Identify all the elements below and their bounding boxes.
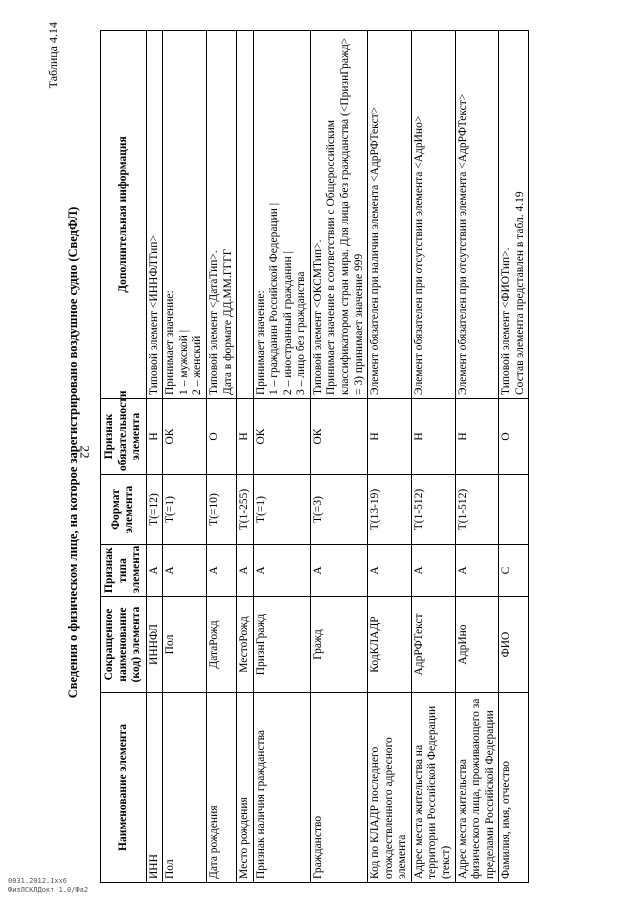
info-line: Элемент обязателен при отсутствии элемента <АдрИно>	[412, 115, 425, 395]
cell-info	[146, 31, 163, 399]
cell-format: Т(1-512)	[455, 475, 499, 545]
header-required: Признак обязательности элемента	[101, 399, 147, 475]
header-code: Сокращенное наименование (код) элемента	[101, 597, 147, 693]
cell-code: АдрРФТекст	[411, 597, 455, 693]
header-info: Дополнительная информация	[101, 31, 147, 399]
cell-format: Т(=1)	[163, 475, 207, 545]
table-row	[253, 31, 310, 883]
table-body	[146, 31, 529, 883]
cell-code: КодКЛАДР	[368, 597, 412, 693]
header-format: Формат элемента	[101, 475, 147, 545]
cell-format	[499, 475, 529, 545]
table-title: Сведения о физическом лице, на которое зарегистрировано воздушное судно (СведФЛ)	[66, 206, 80, 699]
info-line: Типовой элемент <ИННФЛТип>	[147, 235, 160, 395]
cell-name: Место рождения	[237, 693, 254, 883]
footer-line: ФизЛСКЛДокт 1.0/Фа2	[8, 885, 89, 894]
cell-code: ИННФЛ	[146, 597, 163, 693]
cell-required: Н	[368, 399, 412, 475]
table-header-row	[101, 31, 147, 883]
info-line: 1 – гражданин Российской Федерации |	[268, 202, 281, 395]
cell-name: ИНН	[146, 693, 163, 883]
info-line: Элемент обязателен при наличии элемента <АдрРФТекст>	[369, 106, 382, 395]
cell-code: Гражд	[310, 597, 367, 693]
page-number: 22	[77, 445, 93, 459]
info-line: Принимает значение:	[254, 290, 267, 395]
table-row	[163, 31, 207, 883]
cell-format: Т(13-19)	[368, 475, 412, 545]
cell-type: А	[368, 545, 412, 597]
cell-name: Признак наличия гражданства	[253, 693, 310, 883]
table-label: Таблица 4.14	[46, 22, 60, 89]
table-row	[146, 31, 163, 883]
cell-info	[237, 31, 254, 399]
cell-info	[455, 31, 499, 399]
cell-type: А	[163, 545, 207, 597]
cell-code: ПризнГражд	[253, 597, 310, 693]
cell-code: ДатаРожд	[206, 597, 236, 693]
cell-type: А	[411, 545, 455, 597]
cell-info	[163, 31, 207, 399]
cell-name: Адрес места жительства на территории Российской Федерации (текст)	[411, 693, 455, 883]
cell-required: Н	[455, 399, 499, 475]
cell-info	[206, 31, 236, 399]
cell-type: А	[455, 545, 499, 597]
cell-required: О	[499, 399, 529, 475]
info-line: Состав элемента представлен в табл. 4.19	[513, 191, 526, 395]
cell-type: А	[237, 545, 254, 597]
info-line: Принимает значение в соответствии с Общероссийским классификатором стран мира. Для лица без гражданства (<ПризнГражд> = 3) принимает значение 999	[325, 37, 365, 395]
cell-required: Н	[237, 399, 254, 475]
cell-format: Т(=12)	[146, 475, 163, 545]
table-row	[411, 31, 455, 883]
cell-type: С	[499, 545, 529, 597]
table-row	[455, 31, 499, 883]
info-line: Принимает значение:	[164, 290, 177, 395]
cell-format: Т(=1)	[253, 475, 310, 545]
cell-code: ФИО	[499, 597, 529, 693]
cell-code: МестоРожд	[237, 597, 254, 693]
info-line: 2 – иностранный гражданин |	[281, 251, 294, 395]
cell-info	[368, 31, 412, 399]
table-row	[499, 31, 529, 883]
cell-name: Адрес места жительства физического лица, проживающего за пределами Российской Федерации	[455, 693, 499, 883]
cell-name: Код по КЛАДР последнего отождествленного адресного элемента	[368, 693, 412, 883]
info-line: 1 – мужской |	[177, 329, 190, 395]
table-row	[237, 31, 254, 883]
table-row	[206, 31, 236, 883]
cell-type: А	[310, 545, 367, 597]
cell-name: Гражданство	[310, 693, 367, 883]
table-row	[310, 31, 367, 883]
cell-required: Н	[411, 399, 455, 475]
cell-code: АдрИно	[455, 597, 499, 693]
cell-required: ОК	[253, 399, 310, 475]
cell-format: Т(1-512)	[411, 475, 455, 545]
cell-format: Т(=3)	[310, 475, 367, 545]
info-line: 3 – лицо без гражданства	[295, 271, 308, 395]
cell-info	[310, 31, 367, 399]
cell-code: Пол	[163, 597, 207, 693]
info-line: Типовой элемент <ОКСМТип>.	[311, 239, 324, 395]
cell-name: Пол	[163, 693, 207, 883]
cell-type: А	[253, 545, 310, 597]
cell-required: ОК	[310, 399, 367, 475]
cell-required: О	[206, 399, 236, 475]
table-row	[368, 31, 412, 883]
cell-info	[499, 31, 529, 399]
info-line: Элемент обязателен при отсутствии элемента <АдрРФТекст>	[456, 93, 469, 395]
cell-type: А	[146, 545, 163, 597]
cell-name: Фамилия, имя, отчество	[499, 693, 529, 883]
cell-required: Н	[146, 399, 163, 475]
footer-line: 0031.2012.1хх6	[8, 876, 68, 885]
cell-format: Т(=10)	[206, 475, 236, 545]
cell-format: Т(1-255)	[237, 475, 254, 545]
cell-name: Дата рождения	[206, 693, 236, 883]
cell-info	[411, 31, 455, 399]
info-line: Дата в формате ДД.ММ.ГГГГ	[221, 248, 234, 395]
cell-required: ОК	[163, 399, 207, 475]
element-table	[100, 30, 529, 883]
cell-type: А	[206, 545, 236, 597]
cell-info	[253, 31, 310, 399]
info-line: Типовой элемент <ДатаТип>.	[207, 250, 220, 395]
footer-code	[8, 877, 88, 895]
info-line: Типовой элемент <ФИОТип>.	[500, 247, 513, 395]
header-name: Наименование элемента	[101, 693, 147, 883]
header-type: Признак типа элемента	[101, 545, 147, 597]
info-line: 2 – женский	[191, 335, 204, 395]
